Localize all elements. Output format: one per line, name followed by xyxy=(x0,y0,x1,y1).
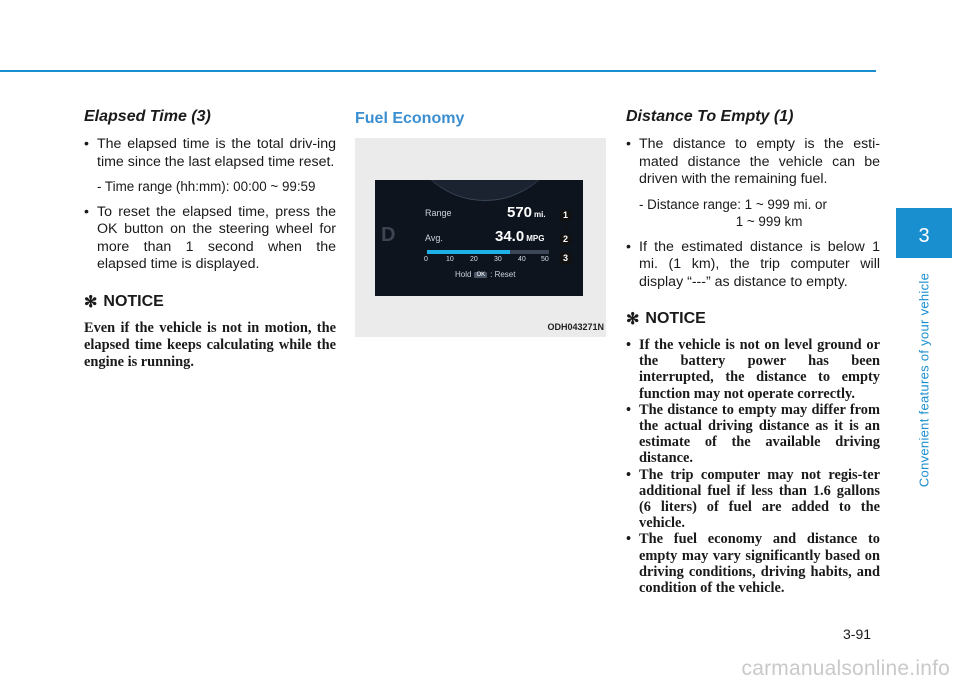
list-item: • If the estimated distance is below 1 mi. (1 km), the trip computer will display “---” as distance to empty. xyxy=(626,239,880,292)
page-number: 3-91 xyxy=(843,626,872,642)
distance-to-empty-section xyxy=(626,108,880,596)
cluster-arch xyxy=(405,180,565,201)
avg-unit: MPG xyxy=(526,234,545,243)
notice-title-text: NOTICE xyxy=(645,310,706,327)
dte-bullets xyxy=(626,136,880,189)
instrument-cluster-display xyxy=(375,180,583,296)
avg-label: Avg. xyxy=(425,233,443,243)
watermark: carmanualsonline.info xyxy=(741,657,950,680)
scale-tick: 50 xyxy=(541,256,549,263)
ok-badge: OK xyxy=(476,271,486,278)
header-rule xyxy=(0,70,876,72)
list-item: • The elapsed time is the total driv-ing time since the last elapsed time reset. xyxy=(84,136,336,171)
avg-value: 34.0 xyxy=(495,228,525,245)
elapsed-time-section xyxy=(84,108,336,371)
chapter-tab: 3 xyxy=(896,208,952,258)
dte-bullets-2 xyxy=(626,239,880,292)
notice-star-icon: ✻ xyxy=(626,311,640,328)
dte-heading: Distance To Empty (1) xyxy=(626,108,794,125)
notice-star-icon: ✻ xyxy=(84,293,98,311)
range-readout xyxy=(507,204,546,221)
list-item: • The fuel economy and distance to empty may vary significantly based on driving conditions, driving habits, and condition of the vehicle. xyxy=(626,531,880,596)
notice-text: Even if the vehicle is not in motion, the elapsed time keeps calculating while the engine is running. xyxy=(84,319,336,370)
hold-text: Hold xyxy=(455,270,472,279)
gear-indicator: D xyxy=(381,224,396,246)
list-item: • To reset the elapsed time, press the OK button on the steering wheel for more than 1 second when the elapsed time is displayed. xyxy=(84,204,336,274)
callout-3: 3 xyxy=(559,252,572,265)
elapsed-bullets xyxy=(84,136,336,171)
avg-economy-bar-fill xyxy=(427,250,510,254)
range-label: Range xyxy=(425,208,452,218)
scale-tick: 20 xyxy=(470,256,478,263)
scale-tick: 0 xyxy=(424,256,428,263)
fuel-economy-heading: Fuel Economy xyxy=(355,110,465,127)
reset-text: : Reset xyxy=(490,270,516,279)
scale-ticks xyxy=(424,256,554,266)
range-value: 570 xyxy=(507,204,533,221)
range-unit: mi. xyxy=(534,210,546,219)
callout-2: 2 xyxy=(559,233,572,246)
list-item: • The distance to empty is the esti-mated distance the vehicle can be driven with the remaining fuel. xyxy=(626,136,880,189)
notice-heading xyxy=(84,292,336,312)
scale-tick: 10 xyxy=(446,256,454,263)
dte-notice-list xyxy=(626,337,880,596)
callout-1: 1 xyxy=(559,209,572,222)
notice-heading xyxy=(626,309,880,329)
list-item: • If the vehicle is not on level ground or the battery power has been interrupted, the distance to empty function may not operate correctly. xyxy=(626,337,880,402)
scale-tick: 30 xyxy=(494,256,502,263)
notice-title-text: NOTICE xyxy=(103,292,164,310)
elapsed-bullets-2 xyxy=(84,204,336,274)
avg-economy-bar xyxy=(427,250,549,254)
elapsed-time-heading: Elapsed Time (3) xyxy=(84,108,211,125)
list-item: • The trip computer may not regis-ter additional fuel if less than 1.6 gallons (6 liters) of fuel are added to the vehicle. xyxy=(626,467,880,532)
cluster-figure xyxy=(355,138,606,337)
avg-readout xyxy=(495,228,544,245)
hold-reset-hint xyxy=(455,270,515,279)
chapter-title: Convenient features of your vehicle xyxy=(916,272,932,488)
callout-dot xyxy=(565,227,569,231)
scale-tick: 40 xyxy=(518,256,526,263)
time-range-text: - Time range (hh:mm): 00:00 ~ 99:59 xyxy=(97,179,316,194)
distance-range-text: - Distance range: 1 ~ 999 mi. or 1 ~ 999 km xyxy=(639,196,827,229)
list-item: • The distance to empty may differ from the actual driving distance as it is an estimate of the available driving distance. xyxy=(626,402,880,467)
figure-caption: ODH043271N xyxy=(547,322,604,332)
